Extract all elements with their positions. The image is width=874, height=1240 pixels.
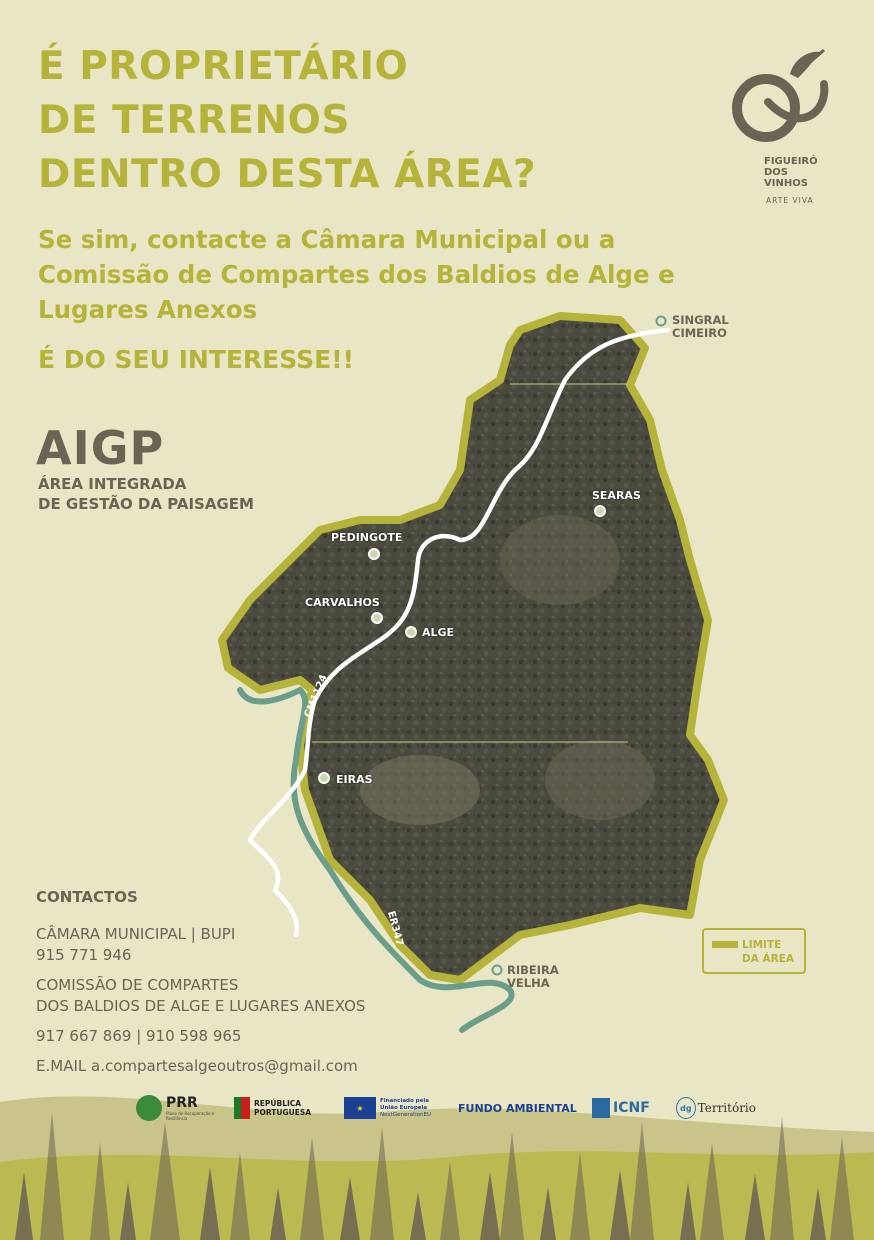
eu-logo — [344, 1092, 444, 1124]
road-label-er: ER347 — [385, 909, 405, 947]
terrain-patch — [360, 755, 480, 825]
legend-line-2: DA ÁREA — [742, 953, 795, 965]
legend-label — [742, 938, 794, 966]
camara-phone[interactable]: 915 771 946 — [36, 946, 132, 964]
place-alge: ALGE — [422, 626, 455, 639]
legend-line-1: LIMITE — [742, 939, 782, 951]
place-searas: SEARAS — [592, 489, 641, 502]
marker-eiras — [319, 773, 329, 783]
republica-line-1: REPÚBLICA — [254, 1099, 302, 1108]
marker-carvalhos — [372, 613, 382, 623]
contacts-section — [36, 888, 365, 1077]
aigp-subtitle-line-2: DE GESTÃO DA PAISAGEM — [38, 495, 254, 513]
contacts-heading: CONTACTOS — [36, 888, 138, 906]
terrain-patch — [500, 515, 620, 605]
logo-tagline: ARTE VIVA — [766, 196, 814, 205]
eu-line-1: Financiado pela — [380, 1097, 429, 1104]
aigp-title: AIGP — [36, 421, 165, 475]
camara-label: CÂMARA MUNICIPAL | BUPI — [36, 925, 236, 943]
dgt-label: Território — [697, 1101, 756, 1115]
dgt-logo — [676, 1092, 756, 1124]
eu-line-3: NextGenerationEU — [380, 1111, 431, 1118]
place-ribeira-line-2: VELHA — [507, 976, 550, 990]
place-ribeira-velha — [507, 964, 559, 990]
icnf-label: ICNF — [613, 1100, 650, 1116]
logo-line-1: FIGUEIRÓ — [764, 156, 818, 167]
marker-pedingote — [369, 549, 379, 559]
comissao-phones[interactable]: 917 667 869 | 910 598 965 — [36, 1027, 242, 1045]
comissao-label-2: DOS BALDIOS DE ALGE E LUGARES ANEXOS — [36, 997, 366, 1015]
marker-searas — [595, 506, 605, 516]
eu-line-2: União Europeia — [380, 1104, 428, 1111]
icnf-logo — [592, 1092, 662, 1124]
place-singral — [672, 314, 729, 340]
comissao-label-1: COMISSÃO DE COMPARTES — [36, 976, 239, 994]
logo-mark-icon — [728, 44, 838, 154]
prr-logo — [136, 1092, 226, 1124]
icnf-icon — [592, 1098, 610, 1118]
contact-email[interactable]: E.MAIL a.compartesalgeoutros@gmail.com — [36, 1057, 358, 1075]
headline-line-1: É PROPRIETÁRIO — [38, 44, 409, 89]
subheadline: Se sim, contacte a Câmara Municipal ou a Comissão de Compartes dos Baldios de Alge e Lugares Anexos — [38, 225, 675, 324]
dgt-icon: dg — [676, 1097, 696, 1119]
place-singral-line-2: CIMEIRO — [672, 326, 727, 340]
place-ribeira-line-1: RIBEIRA — [507, 963, 559, 977]
terrain-patch — [545, 740, 655, 820]
place-carvalhos: CARVALHOS — [305, 596, 380, 609]
prr-sub: Plano de Recuperação e Resiliência — [166, 1111, 215, 1121]
marker-alge — [406, 627, 416, 637]
prr-icon — [136, 1095, 162, 1121]
republica-flag-icon — [234, 1097, 250, 1119]
road-label-cm: CM1124 — [302, 673, 330, 720]
headline — [38, 40, 536, 202]
place-pedingote: PEDINGOTE — [331, 531, 403, 544]
logo-wordmark — [764, 156, 818, 189]
sponsor-logos — [0, 1092, 874, 1124]
headline-line-3: DENTRO DESTA ÁREA? — [38, 152, 537, 197]
legend-swatch — [712, 941, 738, 948]
marker-ribeira — [493, 966, 502, 975]
headline-line-2: DE TERRENOS — [38, 98, 350, 143]
aigp-subtitle-line-1: ÁREA INTEGRADA — [38, 475, 187, 493]
interest-callout: É DO SEU INTERESSE!! — [38, 345, 355, 374]
place-eiras: EIRAS — [336, 773, 373, 786]
fundo-ambiental-logo: FUNDO AMBIENTAL — [458, 1101, 577, 1115]
map-legend — [702, 928, 806, 974]
logo-line-2: DOS — [764, 167, 789, 178]
republica-line-2: PORTUGUESA — [254, 1108, 312, 1117]
logo-line-3: VINHOS — [764, 178, 808, 189]
area-boundary — [222, 316, 724, 980]
eu-flag-icon: ★ — [344, 1097, 376, 1119]
marker-singral — [657, 317, 666, 326]
republica-logo — [234, 1092, 324, 1124]
place-singral-line-1: SINGRAL — [672, 313, 729, 327]
prr-label: PRR — [166, 1095, 198, 1111]
